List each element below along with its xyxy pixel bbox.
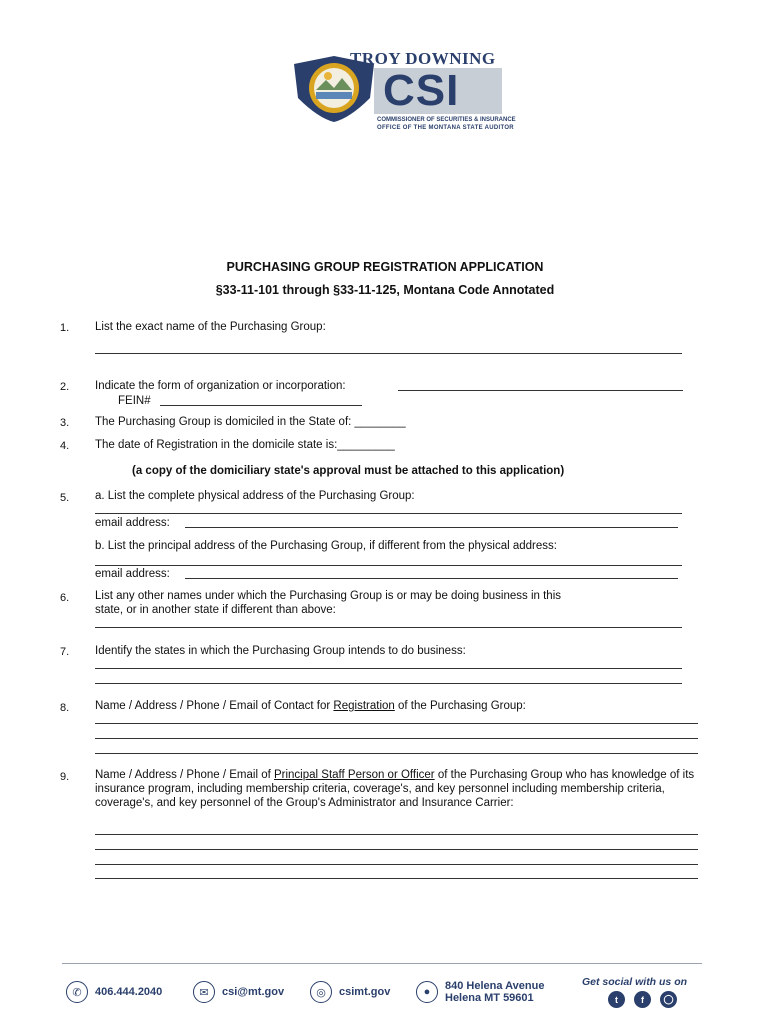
q9-label: Name / Address / Phone / Email of Principal Staff Person or Officer of the Purchasing Group who has knowledge of its insurance program, including membership criteria, coverage's, and key personnel including membership criteria, coverage's, and key personnel of the Group's Administrator and Insurance Carrier: xyxy=(95,769,695,809)
q5-number: 5. xyxy=(60,492,70,504)
facebook-icon[interactable]: f xyxy=(634,991,651,1008)
q1-label: List the exact name of the Purchasing Group: xyxy=(95,321,326,333)
q5a-address-line[interactable] xyxy=(95,513,682,514)
q5b-address-line[interactable] xyxy=(95,565,682,566)
q6-number: 6. xyxy=(60,592,70,604)
q4-label: The date of Registration in the domicile state is:_________ xyxy=(95,439,395,451)
footer-rule xyxy=(62,963,702,964)
q5a-label: a. List the complete physical address of the Purchasing Group: xyxy=(95,490,415,502)
q9-answer-line-4[interactable] xyxy=(95,878,698,879)
q7-answer-line-2[interactable] xyxy=(95,683,682,684)
q8-answer-line-1[interactable] xyxy=(95,723,698,724)
brand-name: TROY DOWNING xyxy=(350,49,496,68)
q5b-label: b. List the principal address of the Purchasing Group, if different from the physical address: xyxy=(95,540,557,552)
q6-answer-line[interactable] xyxy=(95,627,682,628)
q9-answer-line-1[interactable] xyxy=(95,834,698,835)
q9-answer-line-2[interactable] xyxy=(95,849,698,850)
q2-number: 2. xyxy=(60,381,70,393)
footer-email[interactable]: csi@mt.gov xyxy=(222,986,285,998)
footer-phone[interactable]: 406.444.2040 xyxy=(95,986,163,998)
q3-label: The Purchasing Group is domiciled in the State of: ________ xyxy=(95,416,406,428)
globe-icon: ◎ xyxy=(310,981,332,1003)
fein-label: FEIN# xyxy=(118,395,151,407)
q1-number: 1. xyxy=(60,322,70,334)
q2-answer-line[interactable] xyxy=(398,390,683,391)
twitter-icon[interactable]: t xyxy=(608,991,625,1008)
q6-label-line2: state, or in another state if different than above: xyxy=(95,604,336,616)
q8-label: Name / Address / Phone / Email of Contact for Registration of the Purchasing Group: xyxy=(95,700,526,712)
q8-answer-line-3[interactable] xyxy=(95,753,698,754)
q9-number: 9. xyxy=(60,771,70,783)
q9-principal-staff-term: Principal Staff Person or Officer xyxy=(273,769,435,781)
q8-number: 8. xyxy=(60,702,70,714)
q7-answer-line-1[interactable] xyxy=(95,668,682,669)
q3-number: 3. xyxy=(60,417,70,429)
q7-label: Identify the states in which the Purchasing Group intends to do business: xyxy=(95,645,466,657)
q1-answer-line[interactable] xyxy=(95,353,682,354)
brand-abbr: CSI xyxy=(383,66,460,115)
attachment-note: (a copy of the domiciliary state's approval must be attached to this application) xyxy=(132,465,565,477)
q5a-email-line[interactable] xyxy=(185,527,678,528)
q5b-email-line[interactable] xyxy=(185,578,678,579)
q5a-email-label: email address: xyxy=(95,517,170,529)
location-pin-icon: ● xyxy=(416,981,438,1003)
q4-number: 4. xyxy=(60,440,70,452)
footer-website[interactable]: csimt.gov xyxy=(339,986,391,998)
q7-number: 7. xyxy=(60,646,70,658)
chat-icon: ✉ xyxy=(193,981,215,1003)
q8-registration-term: Registration xyxy=(333,700,395,712)
footer-address-line2: Helena MT 59601 xyxy=(445,992,534,1004)
social-title: Get social with us on xyxy=(582,976,688,988)
footer-address-line1: 840 Helena Avenue xyxy=(445,980,545,992)
q9-answer-line-3[interactable] xyxy=(95,864,698,865)
phone-icon: ✆ xyxy=(66,981,88,1003)
q8-answer-line-2[interactable] xyxy=(95,738,698,739)
fein-answer-line[interactable] xyxy=(160,405,362,406)
org-line-1: COMMISSIONER OF SECURITIES & INSURANCE xyxy=(377,117,516,123)
org-line-2: OFFICE OF THE MONTANA STATE AUDITOR xyxy=(377,125,514,131)
q2-label: Indicate the form of organization or incorporation: xyxy=(95,380,346,392)
q5b-email-label: email address: xyxy=(95,568,170,580)
q6-label-line1: List any other names under which the Purchasing Group is or may be doing business in this xyxy=(95,590,562,602)
instagram-icon[interactable]: ◯ xyxy=(660,991,677,1008)
document-subtitle: §33-11-101 through §33-11-125, Montana Code Annotated xyxy=(215,283,555,297)
document-title: PURCHASING GROUP REGISTRATION APPLICATION xyxy=(226,260,544,274)
